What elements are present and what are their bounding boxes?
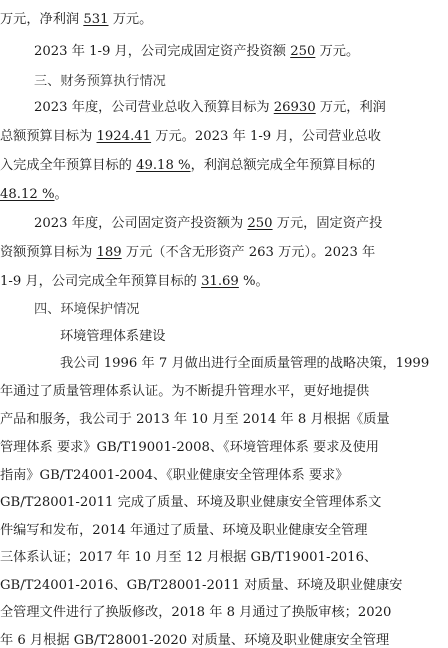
text-run: 环境管理体系建设 bbox=[60, 329, 166, 344]
text-run: 万元（不含无形资产 263 万元）。2023 年 bbox=[121, 245, 376, 260]
text-line bbox=[0, 380, 369, 399]
text-line bbox=[0, 154, 375, 173]
underlined-value: 26930 bbox=[273, 100, 316, 115]
underlined-value: 31.69 bbox=[201, 274, 239, 289]
text-run: GB/T24001-2016、GB/T28001-2011 对质量、环境及职业健康安 bbox=[0, 578, 403, 593]
text-run: 2023 年 1-9 月，公司完成固定资产投资额 bbox=[34, 44, 291, 59]
text-run: 资额预算目标为 bbox=[0, 245, 97, 260]
text-line bbox=[0, 125, 381, 144]
text-line bbox=[0, 183, 68, 202]
text-run: 入完成全年预算目标的 bbox=[0, 158, 137, 173]
text-run: 指南》GB/T24001-2004、《职业健康安全管理体系 要求》 bbox=[0, 468, 349, 483]
text-run: 管理体系 要求》GB/T19001-2008、《环境管理体系 要求及使用 bbox=[0, 440, 379, 455]
text-run: GB/T28001-2011 完成了质量、环境及职业健康安全管理体系文 bbox=[0, 495, 382, 510]
text-line bbox=[0, 519, 367, 538]
text-run: %。 bbox=[238, 274, 269, 289]
text-line bbox=[0, 491, 381, 510]
underlined-value: 189 bbox=[96, 245, 122, 260]
text-run: ，利润总额完成全年预算目标的 bbox=[190, 158, 376, 173]
text-line bbox=[0, 601, 391, 620]
underlined-value: 250 bbox=[290, 44, 316, 59]
text-run: 万元，固定资产投 bbox=[272, 216, 383, 231]
text-line bbox=[0, 408, 390, 427]
text-run: 三体系认证；2017 年 10 月至 12 月根据 GB/T19001-2016、 bbox=[0, 550, 378, 565]
underlined-value: 1924.41 bbox=[96, 129, 152, 144]
text-run: 万元，净利润 bbox=[0, 12, 84, 27]
text-run: 我公司 1996 年 7 月做出进行全面质量管理的战略决策，1999 bbox=[60, 356, 430, 371]
text-run: 总额预算目标为 bbox=[0, 129, 97, 144]
text-run: 2023 年度，公司营业总收入预算目标为 bbox=[34, 100, 274, 115]
underlined-value: 531 bbox=[83, 12, 109, 27]
text-line bbox=[0, 270, 269, 289]
text-run: 万元。 bbox=[108, 12, 153, 27]
text-run: 万元，利润 bbox=[315, 100, 386, 115]
text-line bbox=[34, 40, 359, 59]
text-line bbox=[0, 464, 348, 483]
text-run: 。 bbox=[54, 187, 68, 202]
text-run: 四、环境保护情况 bbox=[34, 302, 140, 317]
section-heading bbox=[34, 70, 166, 89]
text-run: 万元。2023 年 1-9 月，公司营业总收 bbox=[151, 129, 381, 144]
text-line bbox=[0, 8, 152, 27]
text-line bbox=[0, 574, 403, 593]
text-run: 产品和服务，我公司于 2013 年 10 月至 2014 年 8 月根据《质量 bbox=[0, 412, 390, 427]
text-line bbox=[0, 546, 377, 565]
underlined-value: 48.12 % bbox=[0, 187, 55, 202]
text-line bbox=[0, 436, 379, 455]
text-line bbox=[0, 629, 389, 648]
text-run: 万元。 bbox=[315, 44, 360, 59]
underlined-value: 49.18 % bbox=[136, 158, 191, 173]
underlined-value: 250 bbox=[247, 216, 273, 231]
section-heading bbox=[34, 298, 140, 317]
text-run: 1-9 月，公司完成全年预算目标的 bbox=[0, 274, 202, 289]
text-run: 2023 年度，公司固定资产投资额为 bbox=[34, 216, 248, 231]
text-line bbox=[34, 212, 382, 231]
text-run: 年 6 月根据 GB/T28001-2020 对质量、环境及职业健康安全管理 bbox=[0, 633, 390, 648]
text-line bbox=[34, 96, 386, 115]
text-run: 年通过了质量管理体系认证。为不断提升管理水平，更好地提供 bbox=[0, 384, 370, 399]
text-run: 全管理文件进行了换版修改，2018 年 8 月通过了换版审核；2020 bbox=[0, 605, 392, 620]
text-run: 件编写和发布，2014 年通过了质量、环境及职业健康安全管理 bbox=[0, 523, 368, 538]
text-run: 三、财务预算执行情况 bbox=[34, 74, 166, 89]
text-line bbox=[0, 241, 375, 260]
text-line bbox=[60, 325, 166, 344]
text-line bbox=[60, 352, 429, 371]
